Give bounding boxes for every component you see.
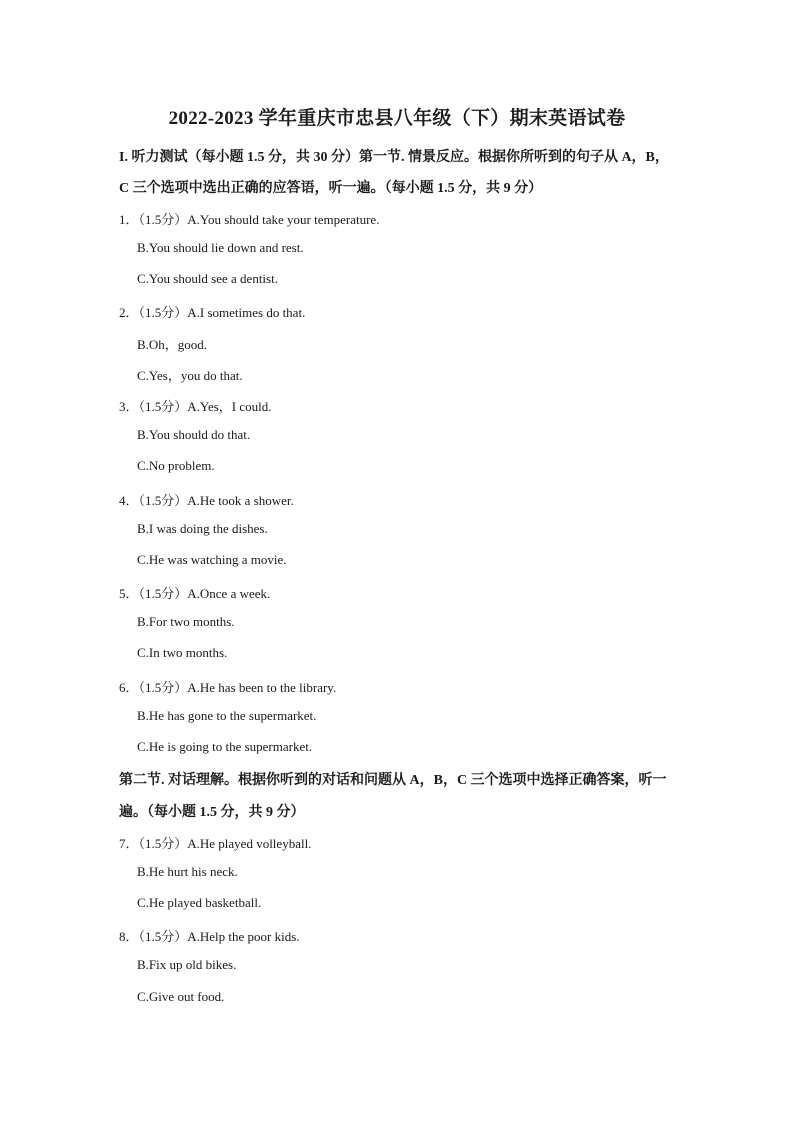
question-2-stem: 2．（1.5分）A.I sometimes do that. xyxy=(119,305,306,320)
question-8-option-c: C.Give out food. xyxy=(137,989,225,1004)
question-8-option-b: B.Fix up old bikes. xyxy=(137,957,237,972)
page-title: 2022-2023 学年重庆市忠县八年级（下）期末英语试卷 xyxy=(168,108,626,129)
question-5-stem: 5．（1.5分）A.Once a week. xyxy=(119,586,271,601)
question-6-option-b: B.He has gone to the supermarket. xyxy=(137,708,317,723)
question-3-stem: 3．（1.5分）A.Yes，I could. xyxy=(119,399,272,414)
question-2-option-b: B.Oh，good. xyxy=(137,337,208,352)
question-3-option-b: B.You should do that. xyxy=(137,427,251,442)
question-4-stem: 4．（1.5分）A.He took a shower. xyxy=(119,493,294,508)
question-1-option-c: C.You should see a dentist. xyxy=(137,271,278,286)
question-7-option-b: B.He hurt his neck. xyxy=(137,864,238,879)
section2-heading-line1: 第二节. 对话理解。根据你听到的对话和问题从 A，B，C 三个选项中选择正确答案，听一 xyxy=(119,773,667,788)
question-8-stem: 8．（1.5分）A.Help the poor kids. xyxy=(119,929,300,944)
question-1-option-b: B.You should lie down and rest. xyxy=(137,240,304,255)
question-5-option-b: B.For two months. xyxy=(137,614,235,629)
question-5-option-c: C.In two months. xyxy=(137,645,228,660)
question-7-option-c: C.He played basketball. xyxy=(137,895,262,910)
question-4-option-b: B.I was doing the dishes. xyxy=(137,521,268,536)
question-2-option-c: C.Yes，you do that. xyxy=(137,368,243,383)
question-1-stem: 1．（1.5分）A.You should take your temperature. xyxy=(119,212,380,227)
section1-heading-line2: C 三个选项中选出正确的应答语，听一遍。（每小题 1.5 分，共 9 分） xyxy=(119,181,543,196)
question-6-stem: 6．（1.5分）A.He has been to the library. xyxy=(119,680,337,695)
section2-heading-line2: 遍。（每小题 1.5 分，共 9 分） xyxy=(119,805,305,820)
question-3-option-c: C.No problem. xyxy=(137,458,215,473)
question-7-stem: 7．（1.5分）A.He played volleyball. xyxy=(119,836,312,851)
question-4-option-c: C.He was watching a movie. xyxy=(137,552,287,567)
question-6-option-c: C.He is going to the supermarket. xyxy=(137,739,313,754)
section1-heading-line1: I. 听力测试（每小题 1.5 分，共 30 分）第一节. 情景反应。根据你所听到的句子从 A，B， xyxy=(119,150,669,165)
